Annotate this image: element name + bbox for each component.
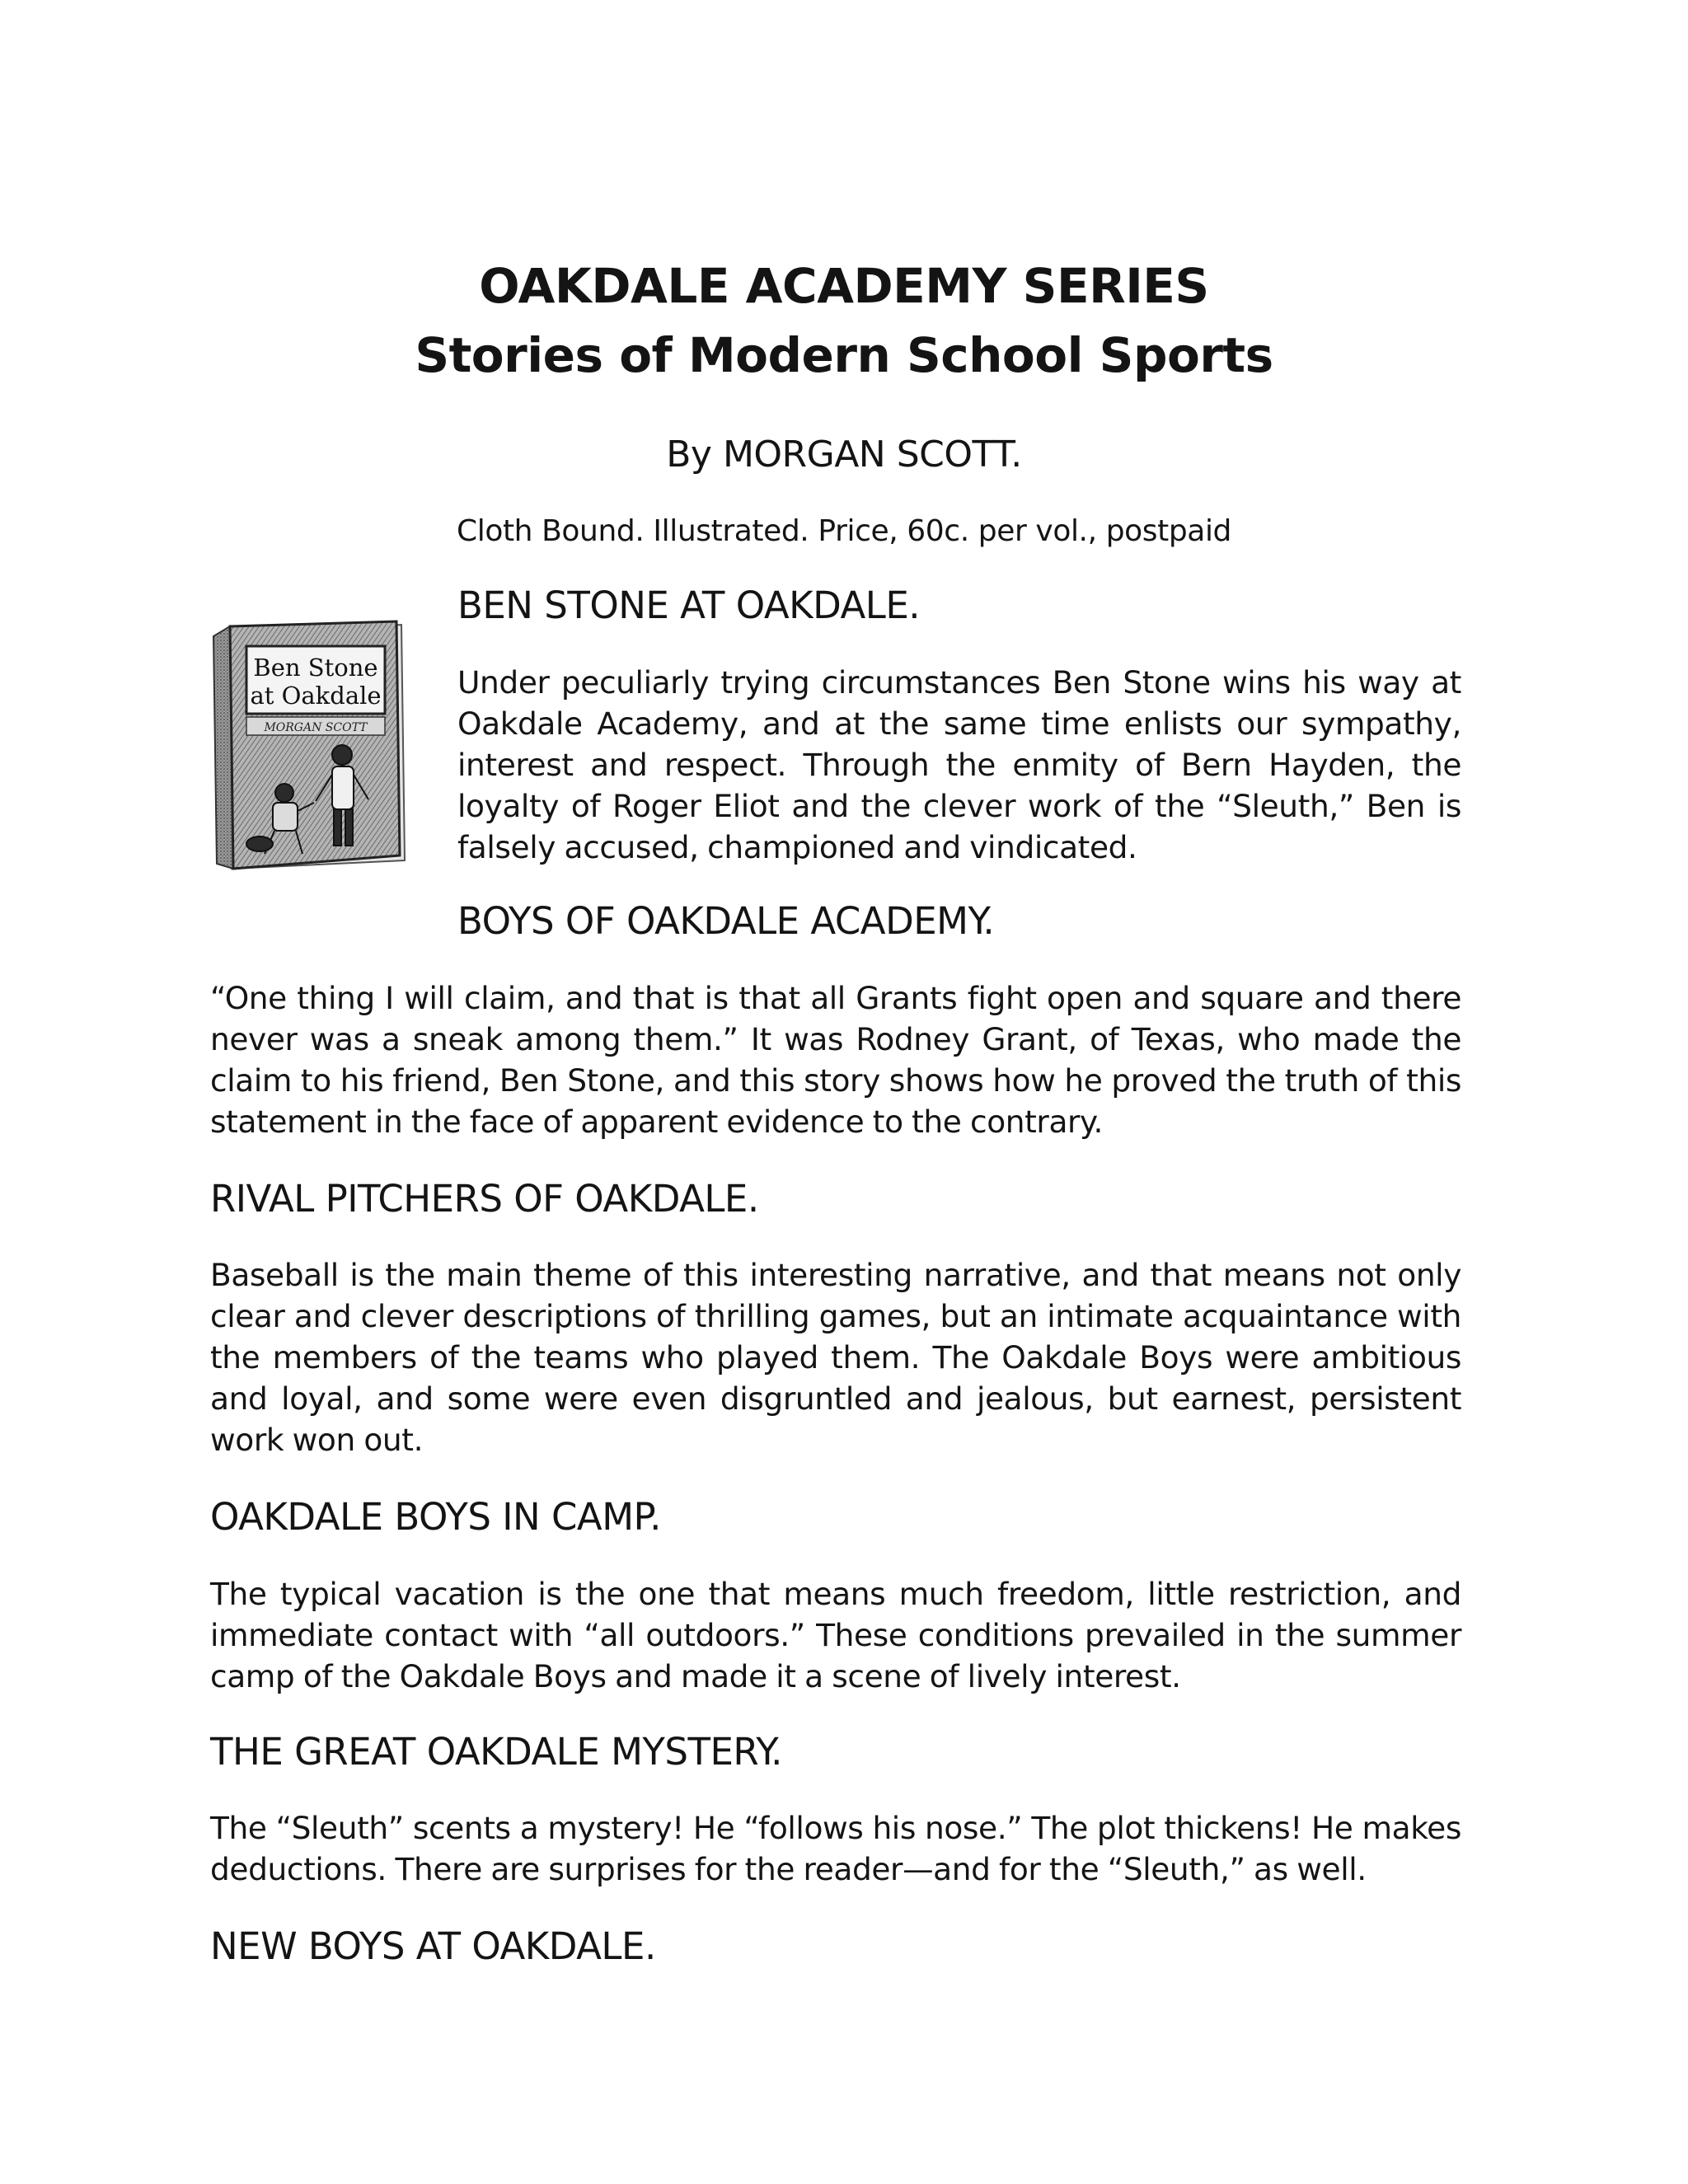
author-byline: By MORGAN SCOTT. <box>666 434 1022 476</box>
book-title: BEN STONE AT OAKDALE. <box>457 583 921 627</box>
book-title: RIVAL PITCHERS OF OAKDALE. <box>210 1177 759 1221</box>
book-cover-title-line2: at Oakdale <box>250 682 382 710</box>
series-title: OAKDALE ACADEMY SERIES <box>479 258 1209 314</box>
book-description: The typical vacation is the one that means much freedom, little restriction, and immediate contact with “all outdoors.” These conditions prevailed in the summer camp of the Oakdale Boys and made it a scene of lively interest. <box>210 1576 1461 1694</box>
price-line: Cloth Bound. Illustrated. Price, 60c. per vol., postpaid <box>456 514 1232 548</box>
book-title: BOYS OF OAKDALE ACADEMY. <box>457 899 995 943</box>
book-cover-author: MORGAN SCOTT <box>264 721 368 734</box>
book-description: Baseball is the main theme of this interesting narrative, and that means not only clear and clever descriptions of thrilling games, but an intimate acquaintance with the members of the teams who played them. The Oakdale Boys were ambitious and loyal, and some were even disgruntled and jealous, but earnest, persistent work won out. <box>210 1257 1461 1458</box>
book-title: THE GREAT OAKDALE MYSTERY. <box>210 1730 782 1774</box>
series-subtitle: Stories of Modern School Sports <box>415 327 1273 383</box>
book-description: The “Sleuth” scents a mystery! He “follows his nose.” The plot thickens! He makes deductions. There are surprises for the reader—and for the “Sleuth,” as well. <box>210 1810 1461 1887</box>
title-block <box>0 251 1688 390</box>
book-description: “One thing I will claim, and that is that all Grants fight open and square and there never was a sneak among them.” It was Rodney Grant, of Texas, who made the claim to his friend, Ben Stone, and this story shows how he proved the truth of this statement in the face of apparent evidence to the contrary. <box>210 980 1461 1140</box>
book-cover-title-line1: Ben Stone <box>253 654 378 682</box>
book-cover-illustration <box>210 616 408 874</box>
book-description: Under peculiarly trying circumstances Ben Stone wins his way at Oakdale Academy, and at the same time enlists our sympathy, interest and respect. Through the enmity of Bern Hayden, the loyalty of Roger Eliot and the clever work of the “Sleuth,” Ben is falsely accused, championed and vindicated. <box>457 664 1461 865</box>
book-title: OAKDALE BOYS IN CAMP. <box>210 1495 661 1539</box>
book-title: NEW BOYS AT OAKDALE. <box>210 1924 656 1968</box>
